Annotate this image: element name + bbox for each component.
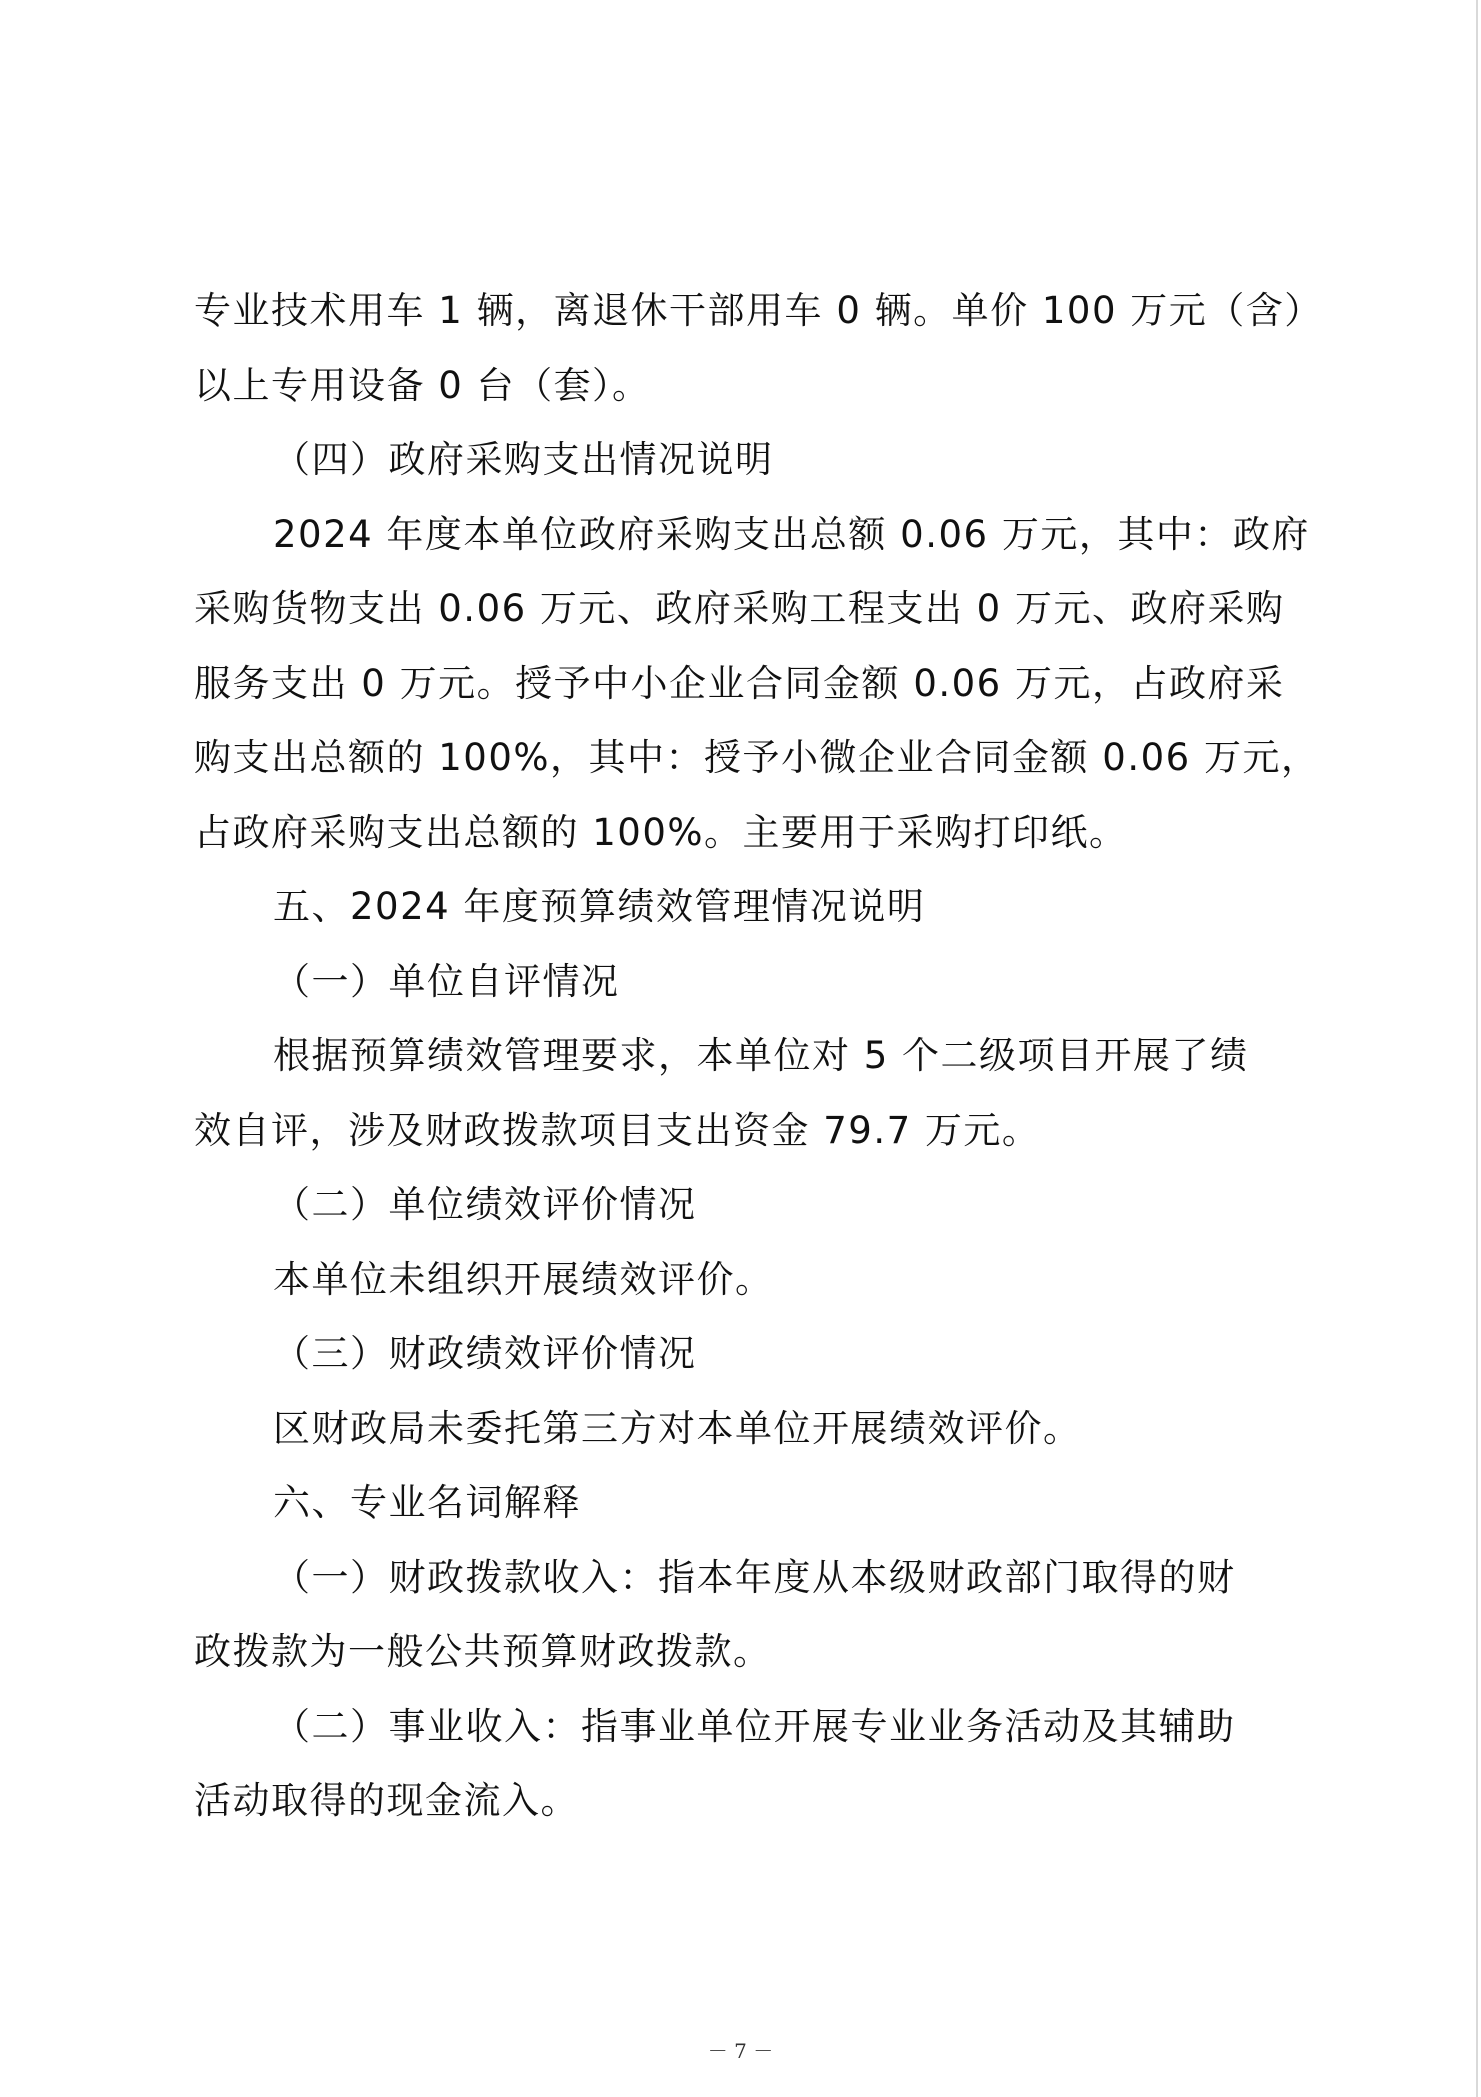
page-edge-divider bbox=[1476, 0, 1478, 2097]
body-line: 效自评，涉及财政拨款项目支出资金 79.7 万元。 bbox=[194, 1108, 1041, 1152]
body-line: 本单位未组织开展绩效评价。 bbox=[273, 1257, 774, 1301]
page-number: － 7 － bbox=[707, 2039, 774, 2063]
definition-line: 活动取得的现金流入。 bbox=[194, 1779, 579, 1822]
body-line: 专业技术用车 1 辆，离退休干部用车 0 辆。单价 100 万元（含） bbox=[194, 289, 1323, 332]
body-line: 根据预算绩效管理要求，本单位对 5 个二级项目开展了绩 bbox=[273, 1034, 1249, 1077]
definition-line: （二）事业收入：指事业单位开展专业业务活动及其辅助 bbox=[273, 1704, 1236, 1748]
document-body bbox=[194, 274, 1323, 1839]
body-line: 2024 年度本单位政府采购支出总额 0.06 万元，其中：政府 bbox=[273, 512, 1310, 556]
section-heading: 六、专业名词解释 bbox=[273, 1481, 581, 1524]
section-heading: （四）政府采购支出情况说明 bbox=[273, 438, 774, 481]
definition-line: 政拨款为一般公共预算财政拨款。 bbox=[194, 1630, 772, 1673]
definition-line: （一）财政拨款收入：指本年度从本级财政部门取得的财 bbox=[273, 1555, 1236, 1599]
section-heading: 五、2024 年度预算绩效管理情况说明 bbox=[273, 885, 926, 928]
body-line: 采购货物支出 0.06 万元、政府采购工程支出 0 万元、政府采购 bbox=[194, 587, 1285, 630]
body-line: 服务支出 0 万元。授予中小企业合同金额 0.06 万元，占政府采 bbox=[194, 661, 1285, 705]
body-line: 占政府采购支出总额的 100%。主要用于采购打印纸。 bbox=[194, 810, 1128, 854]
body-line: 以上专用设备 0 台（套）。 bbox=[194, 363, 651, 407]
body-line: 区财政局未委托第三方对本单位开展绩效评价。 bbox=[273, 1406, 1082, 1450]
subsection-heading: （二）单位绩效评价情况 bbox=[273, 1183, 697, 1226]
subsection-heading: （一）单位自评情况 bbox=[273, 959, 620, 1003]
body-line: 购支出总额的 100%，其中：授予小微企业合同金额 0.06 万元， bbox=[194, 736, 1320, 779]
subsection-heading: （三）财政绩效评价情况 bbox=[273, 1332, 697, 1375]
